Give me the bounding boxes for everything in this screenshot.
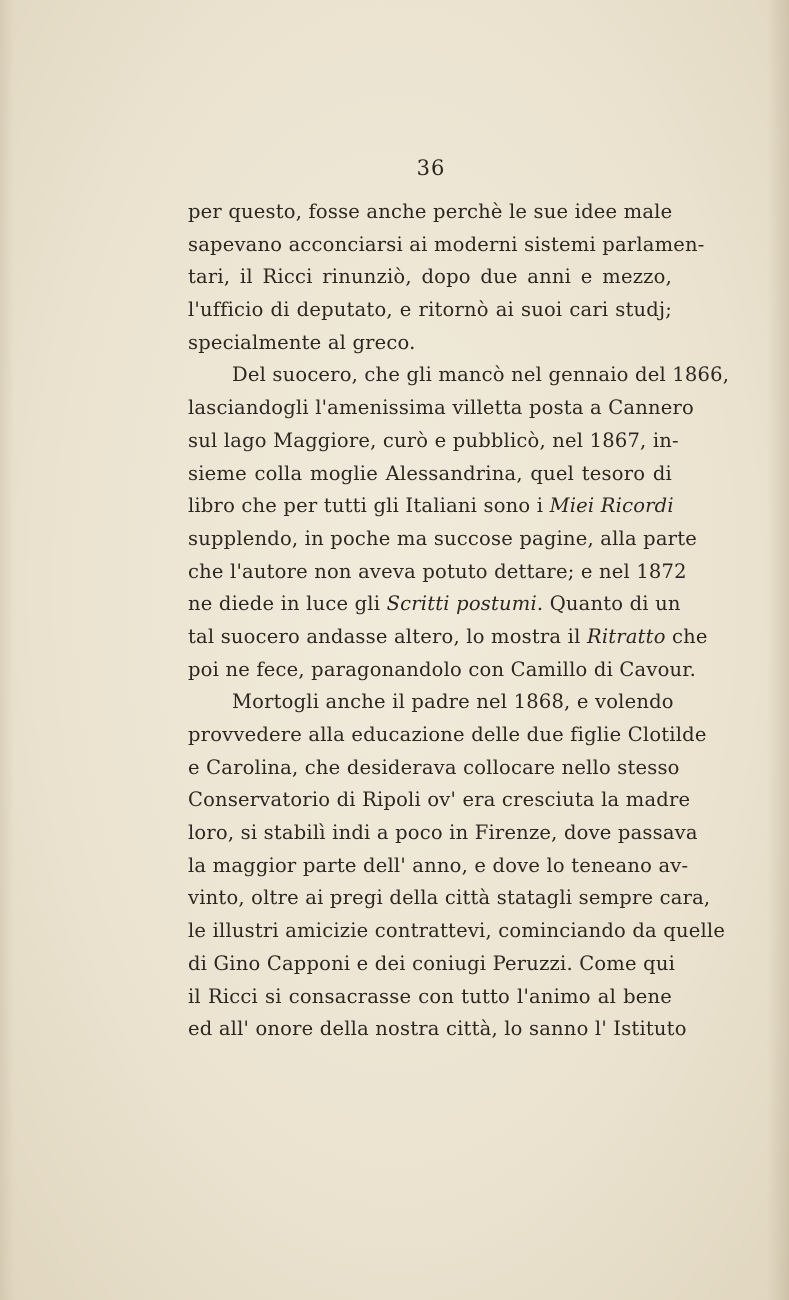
text-line [188,654,697,687]
text-line [188,752,680,785]
text-line [188,719,707,752]
text-segment: le illustri amicizie contrattevi, cominciando da quelle [188,919,726,943]
text-segment: che l'autore non aveva potuto dettare; e nel 1872 [188,559,687,583]
text-line [188,621,708,654]
text-line [188,327,672,360]
text-segment: la maggior parte dell' anno, e dove lo teneano av- [188,853,689,877]
text-line [188,359,730,392]
text-segment: Mortogli anche il padre nel 1868, e volendo [232,690,674,714]
italic-title: Ritratto [586,624,666,648]
text-line [188,850,689,883]
text-line [188,261,672,294]
text-line [188,948,676,981]
text-line [188,556,687,589]
text-segment: poi ne fece, paragonandolo con Camillo di Cavour. [188,657,697,681]
text-line [188,981,672,1014]
text-line [188,294,672,327]
text-segment: di Gino Capponi e dei coniugi Peruzzi. Come qui [188,951,676,975]
body-text [188,196,730,1046]
text-line [188,229,705,262]
page-number: 36 [416,156,446,180]
text-segment: libro che per tutti gli Italiani sono i [188,494,550,518]
text-line [188,915,726,948]
text-line [188,784,691,817]
page-edge-shadow-right [767,0,789,1300]
text-segment: Quanto di un [543,592,681,616]
text-line [188,425,679,458]
text-segment: ed all' onore della nostra città, lo sanno l' Istituto [188,1017,687,1041]
text-segment: sapevano acconciarsi ai moderni sistemi parlamen- [188,232,705,256]
text-segment: il Ricci si consacrasse con tutto l'animo al bene [188,984,672,1008]
text-segment: per questo, fosse anche perchè le sue idee male [188,200,673,223]
text-line [188,392,694,425]
text-line [188,1013,687,1046]
text-line [188,882,711,915]
text-segment: specialmente al greco. [188,330,416,354]
text-segment: tal suocero andasse altero, lo mostra il [188,624,587,648]
text-segment: lasciandogli l'amenissima villetta posta a Cannero [188,396,694,420]
italic-title: Miei Ricordi [549,494,674,518]
text-segment: ne diede in luce gli [188,592,387,616]
text-segment: vinto, oltre ai pregi della città statagli sempre cara, [188,886,711,910]
text-segment: l'ufficio di deputato, e ritornò ai suoi cari studj; [188,298,672,322]
text-line [188,490,672,523]
text-segment: sul lago Maggiore, curò e pubblicò, nel 1867, in- [188,428,679,452]
text-segment: tari, il Ricci rinunziò, dopo due anni e mezzo, [188,265,672,289]
text-segment: sieme colla moglie Alessandrina, quel tesoro di [188,461,672,485]
text-line [188,686,672,719]
text-segment: provvedere alla educazione delle due figlie Clotilde [188,723,707,746]
page-edge-shadow-left [0,0,14,1300]
text-line [188,588,681,621]
text-segment: Del suocero, che gli mancò nel gennaio del 1866, [232,363,730,387]
text-segment: loro, si stabilì indi a poco in Firenze, dove passava [188,821,698,845]
text-segment: che [665,624,708,648]
text-line [188,196,672,229]
text-line [188,458,672,491]
text-line [188,817,698,850]
text-segment: Conservatorio di Ripoli ov' era cresciuta la madre [188,788,691,812]
text-segment: supplendo, in poche ma succose pagine, alla parte [188,526,697,550]
text-segment: e Carolina, che desiderava collocare nello stesso [188,755,680,779]
text-line [188,523,697,556]
italic-title: Scritti postumi. [386,592,544,616]
